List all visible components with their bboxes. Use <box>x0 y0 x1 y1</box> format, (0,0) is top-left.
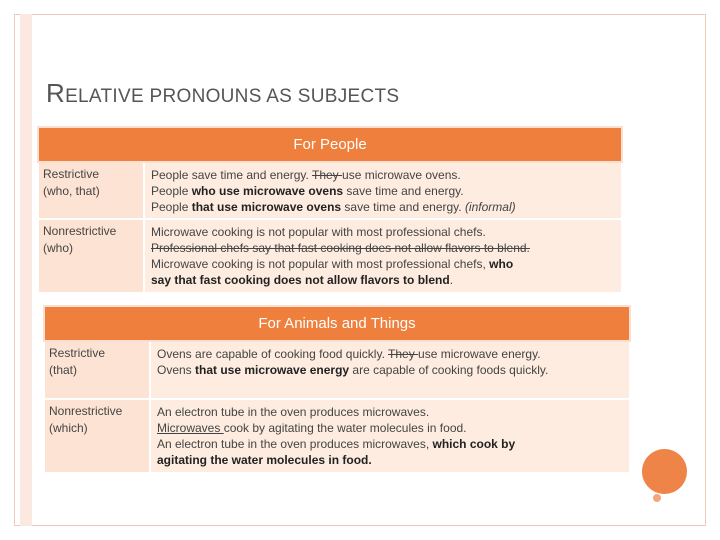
example-line <box>151 183 615 199</box>
bold-clause: agitating the water molecules in food. <box>157 453 372 467</box>
bold-clause: who <box>489 257 514 271</box>
text-span: An electron tube in the oven produces microwaves, <box>157 437 433 451</box>
decorative-circle-small <box>653 494 661 502</box>
example-line <box>157 346 623 362</box>
text-span: People <box>151 200 192 214</box>
example-line <box>157 362 623 378</box>
slide-title-initial: R <box>46 78 66 108</box>
row-label <box>38 219 144 293</box>
example-line <box>151 199 615 215</box>
italic-note: (informal) <box>464 200 516 214</box>
row-label-line: Nonrestrictive <box>49 404 123 418</box>
text-span: Microwave cooking is not popular with most professional chefs, <box>151 257 490 271</box>
struck-text: They <box>388 347 419 361</box>
table-header-for-people: For People <box>38 127 622 162</box>
example-line <box>157 420 623 436</box>
row-label-line: (that) <box>49 363 78 377</box>
text-span: save time and energy. <box>343 184 464 198</box>
example-line <box>157 436 623 452</box>
bold-clause: that use microwave energy <box>195 363 350 377</box>
row-label-line: (who) <box>43 241 74 255</box>
text-span: People save time and energy. <box>151 168 312 182</box>
text-span: People <box>151 184 192 198</box>
left-accent-stripe <box>20 14 32 526</box>
text-span: cook by agitating the water molecules in food. <box>223 421 467 435</box>
row-label <box>38 162 144 219</box>
text-span: save time and energy. <box>341 200 465 214</box>
example-line <box>157 452 623 468</box>
example-line <box>151 167 615 183</box>
example-line: Microwave cooking is not popular with most professional chefs. <box>151 225 486 239</box>
bold-clause: who use microwave ovens <box>191 184 344 198</box>
bold-clause: say that fast cooking does not allow flavors to blend <box>151 273 450 287</box>
slide-title-rest: ELATIVE PRONOUNS AS SUBJECTS <box>65 86 400 107</box>
example-line <box>151 256 615 272</box>
row-label <box>44 341 150 399</box>
row-label <box>44 399 150 473</box>
table-header-for-animals-and-things: For Animals and Things <box>44 306 630 341</box>
example-line <box>151 272 615 288</box>
text-span: are capable of cooking foods quickly. <box>349 363 549 377</box>
table-for-people <box>37 126 623 294</box>
row-content <box>144 219 622 293</box>
table-row <box>38 162 622 219</box>
struck-line: Professional chefs say that fast cooking does not allow flavors to blend. <box>151 241 530 255</box>
bold-clause: which cook by <box>432 437 516 451</box>
row-label-line: (which) <box>49 421 88 435</box>
text-span: use microwave energy. <box>418 347 541 361</box>
row-content <box>150 341 630 399</box>
bold-clause: that use microwave ovens <box>191 200 342 214</box>
row-label-line: Restrictive <box>43 167 100 181</box>
row-label-line: Nonrestrictive <box>43 224 117 238</box>
row-content <box>150 399 630 473</box>
table-row <box>44 399 630 473</box>
underlined-text: Microwaves <box>157 421 224 435</box>
row-label-line: (who, that) <box>43 184 100 198</box>
text-span: Ovens <box>157 363 196 377</box>
row-label-line: Restrictive <box>49 346 106 360</box>
text-span: use microwave ovens. <box>342 168 461 182</box>
decorative-circle-large <box>642 449 687 494</box>
slide-title <box>46 78 399 109</box>
struck-text: They <box>312 168 343 182</box>
table-row <box>38 219 622 293</box>
example-line: An electron tube in the oven produces microwaves. <box>157 405 430 419</box>
row-content <box>144 162 622 219</box>
text-span: Ovens are capable of cooking food quickly. <box>157 347 389 361</box>
table-row <box>44 341 630 399</box>
text-span: . <box>449 273 454 287</box>
table-for-animals-and-things <box>43 305 631 474</box>
